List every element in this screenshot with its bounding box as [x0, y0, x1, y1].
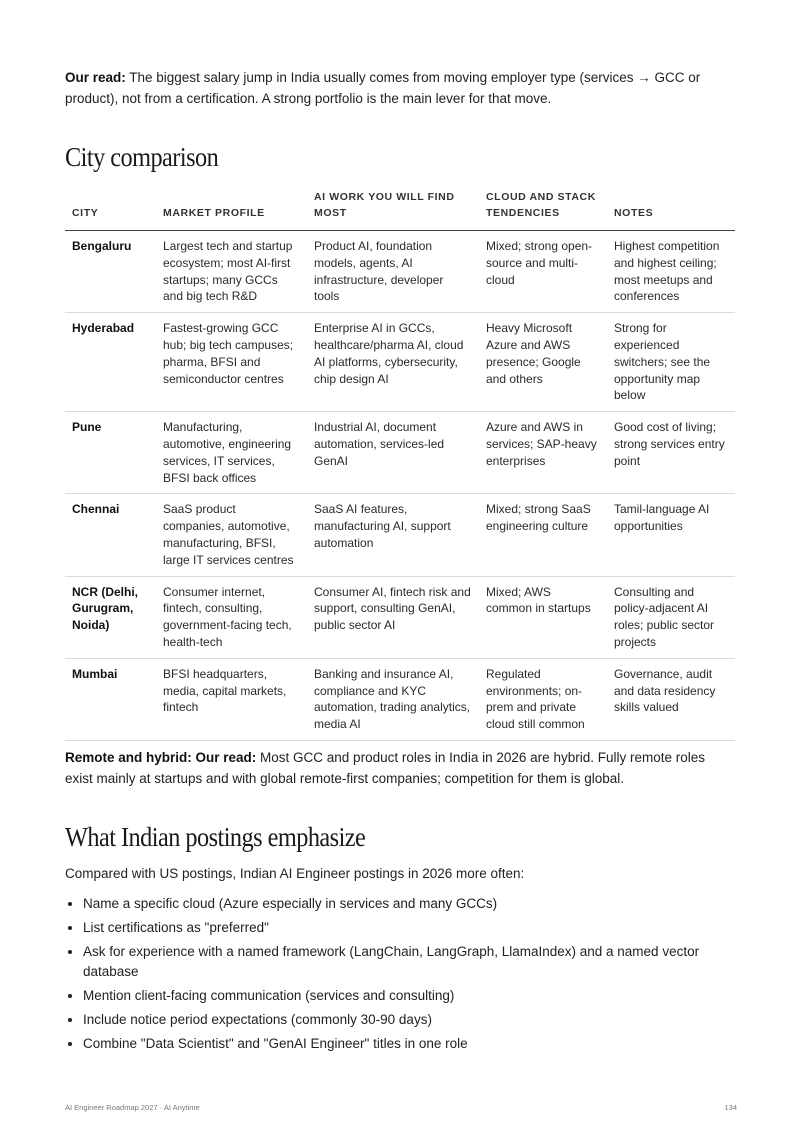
column-header-city: CITY — [65, 190, 156, 231]
notes-cell: Governance, audit and data residency skills valued — [607, 658, 735, 740]
bullet-icon — [68, 926, 72, 930]
table-row — [65, 576, 735, 658]
list-item-text: List certifications as "preferred" — [83, 920, 269, 935]
column-header-notes: NOTES — [607, 190, 735, 231]
column-header-market-profile: MARKET PROFILE — [156, 190, 307, 231]
market-profile-cell: Consumer internet, fintech, consulting, government-facing tech, health-tech — [156, 576, 307, 658]
market-profile-cell: Manufacturing, automotive, engineering services, IT services, BFSI back offices — [156, 412, 307, 494]
ai-work-cell: SaaS AI features, manufacturing AI, support automation — [307, 494, 479, 576]
list-item-text: Combine "Data Scientist" and "GenAI Engineer" titles in one role — [83, 1036, 468, 1051]
bullet-icon — [68, 1018, 72, 1022]
list-item — [65, 1010, 725, 1030]
remote-hybrid-text: Most GCC and product roles in India in 2026 are hybrid. Fully remote roles exist mainly at startups and with global remote-first companies; competition for them is global. — [65, 750, 705, 786]
city-comparison-heading: City comparison — [65, 142, 219, 172]
city-comparison-table — [65, 190, 735, 741]
list-item — [65, 986, 725, 1006]
remote-hybrid-paragraph — [65, 748, 735, 789]
our-read-text: The biggest salary jump in India usually comes from moving employer type (services → GCC or product), not from a certification. A strong portfolio is the main lever for that move. — [65, 70, 701, 106]
list-item — [65, 1034, 725, 1054]
bullet-icon — [68, 902, 72, 906]
ai-work-cell: Consumer AI, fintech risk and support, consulting GenAI, public sector AI — [307, 576, 479, 658]
list-item — [65, 942, 725, 982]
postings-heading: What Indian postings emphasize — [65, 822, 366, 852]
city-cell: NCR (Delhi, Gurugram, Noida) — [65, 576, 156, 658]
postings-bullet-list — [65, 894, 725, 1058]
column-header-ai-work: AI WORK YOU WILL FIND MOST — [307, 190, 479, 231]
our-read-label: Our read: — [65, 70, 126, 85]
notes-cell: Consulting and policy-adjacent AI roles; public sector projects — [607, 576, 735, 658]
cloud-cell: Heavy Microsoft Azure and AWS presence; Google and others — [479, 313, 607, 412]
list-item — [65, 918, 725, 938]
our-read-paragraph — [65, 68, 735, 109]
city-cell: Chennai — [65, 494, 156, 576]
cloud-cell: Mixed; strong SaaS engineering culture — [479, 494, 607, 576]
page-footer — [65, 1103, 737, 1112]
table-row — [65, 231, 735, 313]
city-cell: Hyderabad — [65, 313, 156, 412]
table-row — [65, 313, 735, 412]
bullet-icon — [68, 1042, 72, 1046]
remote-hybrid-label: Remote and hybrid: Our read: — [65, 750, 257, 765]
list-item-text: Include notice period expectations (commonly 30-90 days) — [83, 1012, 432, 1027]
list-item-text: Ask for experience with a named framework (LangChain, LangGraph, LlamaIndex) and a named vector database — [83, 944, 700, 979]
ai-work-cell: Industrial AI, document automation, services-led GenAI — [307, 412, 479, 494]
cloud-cell: Mixed; strong open-source and multi-cloud — [479, 231, 607, 313]
column-header-cloud: CLOUD AND STACK TENDENCIES — [479, 190, 607, 231]
notes-cell: Good cost of living; strong services entry point — [607, 412, 735, 494]
market-profile-cell: SaaS product companies, automotive, manufacturing, BFSI, large IT services centres — [156, 494, 307, 576]
market-profile-cell: Largest tech and startup ecosystem; most AI-first startups; many GCCs and big tech R&D — [156, 231, 307, 313]
ai-work-cell: Enterprise AI in GCCs, healthcare/pharma AI, cloud AI platforms, cybersecurity, chip design AI — [307, 313, 479, 412]
table-row — [65, 658, 735, 740]
list-item-text: Mention client-facing communication (services and consulting) — [83, 988, 455, 1003]
table-header-row — [65, 190, 735, 231]
table-row — [65, 412, 735, 494]
ai-work-cell: Banking and insurance AI, compliance and KYC automation, trading analytics, media AI — [307, 658, 479, 740]
cloud-cell: Azure and AWS in services; SAP-heavy enterprises — [479, 412, 607, 494]
bullet-icon — [68, 950, 72, 954]
list-item-text: Name a specific cloud (Azure especially in services and many GCCs) — [83, 896, 498, 911]
notes-cell: Strong for experienced switchers; see the opportunity map below — [607, 313, 735, 412]
city-cell: Mumbai — [65, 658, 156, 740]
city-cell: Pune — [65, 412, 156, 494]
ai-work-cell: Product AI, foundation models, agents, AI infrastructure, developer tools — [307, 231, 479, 313]
table-row — [65, 494, 735, 576]
cloud-cell: Mixed; AWS common in startups — [479, 576, 607, 658]
notes-cell: Highest competition and highest ceiling; most meetups and conferences — [607, 231, 735, 313]
market-profile-cell: BFSI headquarters, media, capital markets, fintech — [156, 658, 307, 740]
postings-intro: Compared with US postings, Indian AI Engineer postings in 2026 more often: — [65, 866, 525, 881]
cloud-cell: Regulated environments; on-prem and private cloud still common — [479, 658, 607, 740]
bullet-icon — [68, 994, 72, 998]
city-cell: Bengaluru — [65, 231, 156, 313]
notes-cell: Tamil-language AI opportunities — [607, 494, 735, 576]
page-number: 134 — [724, 1103, 737, 1112]
footer-title: AI Engineer Roadmap 2027 · AI Anytime — [65, 1103, 200, 1112]
market-profile-cell: Fastest-growing GCC hub; big tech campuses; pharma, BFSI and semiconductor centres — [156, 313, 307, 412]
list-item — [65, 894, 725, 914]
